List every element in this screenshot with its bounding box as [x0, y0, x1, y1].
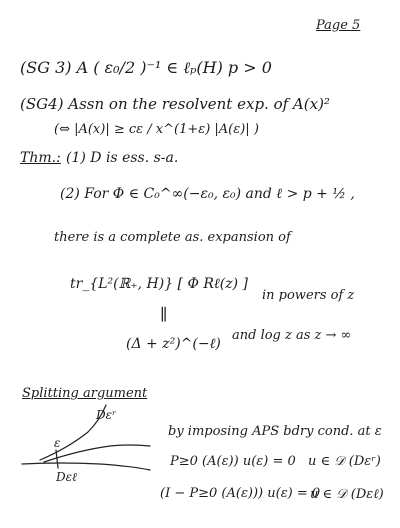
trace-expression: tr_{L²(ℝ₊, H)} [ Φ Rℓ(z) ] [70, 276, 248, 292]
condition-1-domain: u ∈ 𝒟 (Dεʳ) [308, 454, 381, 469]
resolvent-expression: (Δ + z²)^(−ℓ) [126, 336, 221, 352]
theorem-label: Thm.: [20, 150, 61, 166]
condition-2: (I − P≥0 (A(ε))) u(ε) = 0 [160, 486, 321, 501]
splitting-argument-heading: Splitting argument [22, 386, 148, 401]
powers-of-z: in powers of z [262, 288, 355, 303]
sketch-label-epsilon: ε [54, 436, 61, 450]
sg4-detail: (⇔ |A(x)| ≥ cε / x^(1+ε) |A(ε)| ) [54, 122, 259, 137]
sketch-epsilon-cut [56, 450, 58, 468]
parallel-symbol: ∥ [160, 305, 168, 324]
sg3-line: (SG 3) A ( ε₀/2 )⁻¹ ∈ ℓₚ(H) p > 0 [20, 58, 272, 77]
aps-condition-line: by imposing APS bdry cond. at ε [168, 424, 382, 439]
condition-1: P≥0 (A(ε)) u(ε) = 0 [170, 454, 296, 469]
sg4-line: (SG4) Assn on the resolvent exp. of A(x)² [20, 95, 330, 113]
theorem-item-1: (1) D is ess. s-a. [66, 150, 179, 166]
condition-2-domain: u ∈ 𝒟 (Dεℓ) [310, 487, 384, 502]
sketch-label-top: Dεʳ [96, 408, 117, 422]
sketch-baseline [22, 463, 150, 470]
page-label: Page 5 [316, 18, 361, 33]
sketch-label-bottom: Dεℓ [56, 470, 78, 484]
complete-expansion-line: there is a complete as. expansion of [54, 230, 291, 245]
theorem-item-2: (2) For Φ ∈ C₀^∞(−ε₀, ε₀) and ℓ > p + ½ , [60, 186, 355, 202]
log-z-line: and log z as z → ∞ [232, 328, 352, 343]
